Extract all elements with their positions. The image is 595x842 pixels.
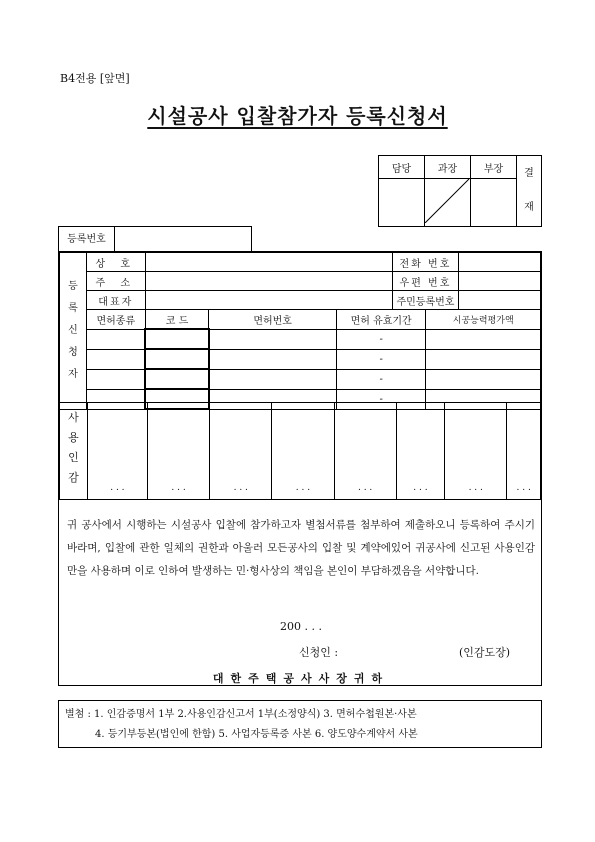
representative-label: 대표자 (86, 291, 145, 310)
seal-stamp-label: (인감도장) (459, 646, 511, 659)
license-validity-header: 면허 유효기간 (336, 310, 426, 330)
license-row: - (60, 329, 541, 349)
pledge-text: 귀 공사에서 시행하는 시설공사 입찰에 참가하고자 별첨서류를 첨부하여 제출하오니 등록하여 주시기 바라며, 입찰에 관한 일체의 권한과 아울러 모든공사의 입찰 및 계약에있어 귀공사에 신고된 사용인감만을 사용하며 이로 인하여 발생하는 민·형사상의 책임을 본인이 부담하겠음을 서약합니다. (67, 519, 535, 577)
company-name-field[interactable] (145, 253, 392, 272)
code-header: 코 드 (145, 310, 209, 330)
license-type-header: 면허종류 (86, 310, 145, 330)
registration-number-label: 등록번호 (59, 227, 115, 252)
applicant-table (59, 252, 541, 410)
postal-code-field[interactable] (459, 272, 541, 291)
approval-col-staff: 담당 (379, 156, 425, 179)
address-field[interactable] (145, 272, 392, 291)
license-row: - (60, 389, 541, 409)
representative-field[interactable] (145, 291, 392, 310)
enclosures-box (58, 700, 542, 748)
applicant-side-label: 등 록 신 청 자 (60, 253, 87, 410)
enclosures-line-1: 별첨 : 1. 인감증명서 1부 2.사용인감신고서 1부(소정양식) 3. 면허수첩원본·사본 (65, 709, 417, 720)
approval-sign-director[interactable] (471, 179, 517, 227)
enclosures-line-2: 4. 등기부등본(법인에 한함) 5. 사업자등록증 사본 6. 양도양수계약서 사본 (95, 729, 418, 740)
resident-number-label: 주민등록번호 (392, 291, 459, 310)
phone-field[interactable] (459, 253, 541, 272)
company-name-label: 상 호 (86, 253, 145, 272)
license-row: - (60, 349, 541, 369)
page-title: 시설공사 입찰참가자 등록신청서 (147, 104, 448, 128)
diagonal-line (425, 179, 470, 223)
approval-sign-manager[interactable] (425, 179, 471, 227)
date-line[interactable]: 200 . . . (280, 620, 322, 633)
approval-sign-staff[interactable] (379, 179, 425, 227)
address-label: 주 소 (86, 272, 145, 291)
license-row: - (60, 369, 541, 389)
seal-registration-table (59, 402, 541, 500)
seal-side-label: 사 용 인 감 (60, 403, 88, 500)
registration-number-box[interactable] (58, 226, 252, 252)
approval-table (378, 155, 542, 227)
seal-box[interactable]: . . . (396, 403, 444, 500)
resident-number-field[interactable] (459, 291, 541, 310)
phone-label: 전화 번호 (392, 253, 459, 272)
applicant-sign-label: 신청인 : (299, 646, 339, 659)
approval-side-label: 결 재 (517, 156, 542, 227)
approval-col-manager: 과장 (425, 156, 471, 179)
seal-box[interactable]: . . . (87, 403, 147, 500)
seal-box[interactable]: . . . (507, 403, 541, 500)
license-number-header: 면허번호 (209, 310, 336, 330)
seal-box[interactable]: . . . (147, 403, 209, 500)
seal-box[interactable]: . . . (334, 403, 396, 500)
seal-box[interactable]: . . . (445, 403, 507, 500)
seal-box[interactable]: . . . (272, 403, 334, 500)
form-type-label: B4전용 [앞면] (60, 72, 130, 85)
approval-col-director: 부장 (471, 156, 517, 179)
seal-box[interactable]: . . . (210, 403, 272, 500)
construction-capacity-header: 시공능력평가액 (426, 310, 541, 330)
application-form (58, 251, 542, 686)
postal-code-label: 우편 번호 (392, 272, 459, 291)
addressee-line: 대한주택공사사장귀하 (212, 672, 390, 685)
